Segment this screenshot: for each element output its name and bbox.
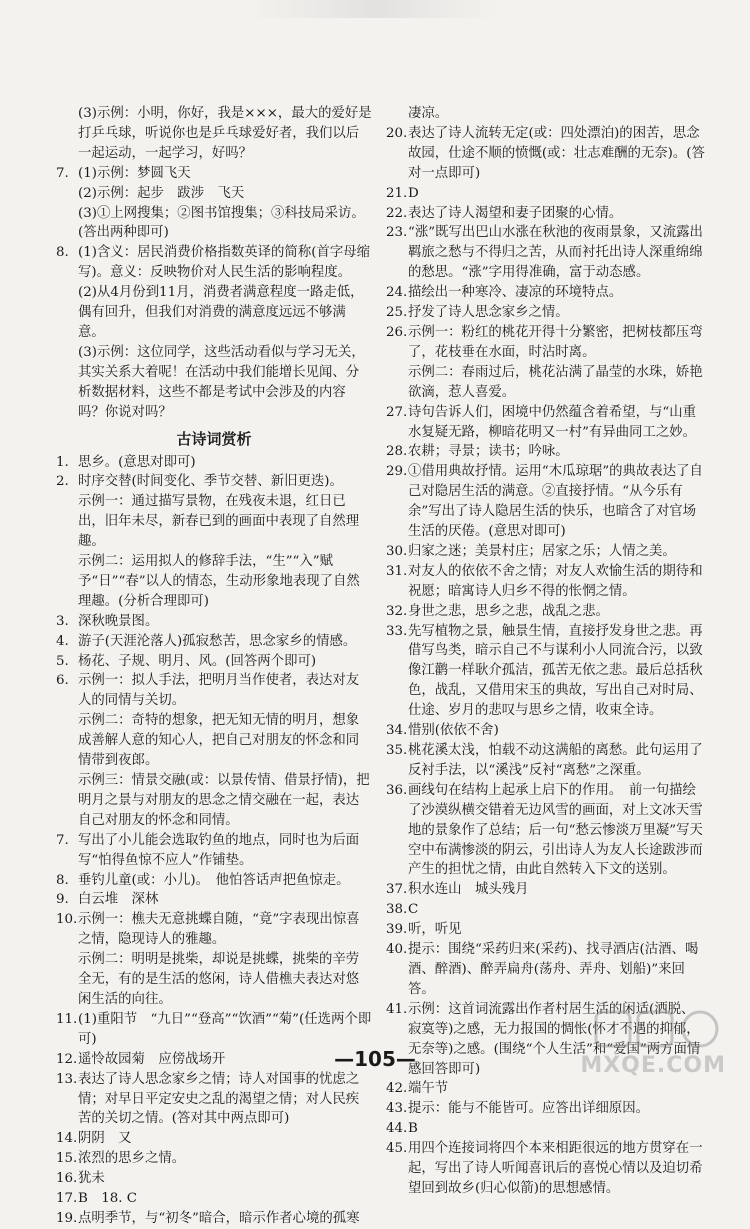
answer-text: 深秋晚景图。 (78, 613, 159, 629)
item-number: 22. (386, 205, 408, 221)
answer-item (56, 1209, 372, 1229)
answer-item (56, 343, 372, 423)
item-number: 41. (386, 1001, 408, 1017)
answer-text: 示例二：奇特的想象，把无知无情的明月，想象成善解人意的知心人，把自己对朋友的怀念和同情带到夜郎。 (78, 713, 360, 769)
answer-item (56, 204, 372, 244)
item-number: 12. (56, 1051, 78, 1067)
answer-text: 示例一：拟人手法，把明月当作使者，表达对友人的同情与关切。 (78, 673, 360, 709)
item-number: 3. (56, 613, 69, 629)
item-number: 1. (56, 454, 69, 470)
item-number: 21. (386, 185, 408, 201)
answer-text: 示例二：春雨过后，桃花沾满了晶莹的水珠，娇艳欲滴，惹人喜爱。 (408, 364, 703, 400)
answer-text: 表达了诗人思念家乡之情；诗人对国事的忧虑之情；对早日平定安史之乱的渴望之情；对人民疾苦的关切之情。(答对其中两点即可) (78, 1071, 360, 1127)
watermark-logo (580, 1006, 732, 1078)
answer-text: 写出了小儿能会选取钓鱼的地点，同时也为后面写“怕得鱼惊不应人”作铺垫。 (78, 832, 360, 868)
answer-item (386, 223, 706, 283)
item-number: 34. (386, 723, 408, 739)
answer-text: D (408, 185, 419, 201)
answer-text: (1)示例：梦圆飞天 (78, 165, 191, 181)
answer-text: 诗句告诉人们，困境中仍然蕴含着希望，与“山重水复疑无路，柳暗花明又一村”有异曲同工之妙。 (408, 404, 697, 440)
scan-artifact (250, 0, 500, 18)
item-number: 35. (386, 743, 408, 758)
item-number: 44. (386, 1121, 408, 1137)
item-number: 38. (386, 902, 408, 918)
item-number: 5. (56, 653, 69, 669)
item-number: 9. (56, 892, 69, 908)
item-number: 39. (386, 922, 408, 938)
answer-item (386, 741, 706, 781)
item-number: 7. (56, 832, 69, 848)
answer-item (386, 442, 706, 462)
answer-text: “涨”既写出巴山水涨在秋池的夜雨景象，又流露出羁旅之愁与不得归之苦，从而衬托出诗人深重绵绵的愁思。“涨”字用得准确，富于动态感。 (408, 225, 703, 281)
answer-item (386, 462, 706, 542)
answer-text: 先写植物之景，触景生情，直接抒发身世之悲。再借写鸟类，暗示自己不与谋利小人同流合污，以致像江鹳一样耿介孤洁，孤苦无依之悲。最后总括秋色，战乱，又借用宋玉的典故，写出自己对时局、仕途、岁月的悲叹与思乡之情，收束全诗。 (408, 623, 703, 719)
answer-item (386, 104, 706, 124)
answer-text: C (408, 902, 419, 918)
answer-text: 桃花溪太浅，怕载不动这满船的离愁。此句运用了反衬手法，以“溪浅”反衬“离愁”之深重。 (408, 743, 703, 778)
item-number: 17. (56, 1191, 78, 1207)
answer-item (386, 323, 706, 363)
answer-item (56, 552, 372, 612)
answer-item (386, 781, 706, 881)
item-number: 13. (56, 1071, 78, 1087)
answer-text: B 18. C (78, 1191, 138, 1207)
answer-text: (3)示例：小明，你好，我是×××，最大的爱好是打乒乓球，听说你也是乒乓球爱好者，我们以后一起运动，一起学习，好吗？ (78, 106, 372, 161)
answer-text: 杨花、子规、明月、风。(回答两个即可) (78, 653, 317, 669)
answer-text: 用四个连接词将四个本来相距很远的地方贯穿在一起，写出了诗人听闻喜讯后的喜悦心情以及迫切希望回到故乡(归心似箭)的思想感情。 (408, 1141, 703, 1196)
answer-item (386, 1099, 706, 1119)
answer-text: 思乡。(意思对即可) (78, 454, 196, 470)
answer-text: B (408, 1121, 418, 1137)
answer-item (386, 283, 706, 303)
answer-text: (2)从4月份到11月，消费者满意程度一路走低，偶有回升，但我们对消费的满意度远远不够满意。 (78, 285, 364, 340)
answer-text: 示例一：通过描写景物，在残夜未退，红日已出，旧年未尽，新春已到的画面中表现了自然理趣。 (78, 494, 360, 550)
answer-item (56, 871, 372, 891)
answer-text: 凄凉。 (408, 106, 449, 121)
item-number: 8. (56, 872, 69, 888)
answer-text: 示例一：粉红的桃花开得十分繁密，把树枝都压弯了，花枝垂在水面，时沾时离。 (408, 324, 703, 360)
answer-item (56, 492, 372, 552)
answer-item (56, 771, 372, 831)
answer-item (56, 283, 372, 343)
left-column (56, 104, 372, 1226)
item-number: 32. (386, 603, 408, 619)
answer-text: 浓烈的思乡之情。 (78, 1151, 186, 1167)
item-number: 14. (56, 1131, 78, 1147)
answer-text: 时序交替(时间变化、季节交替、新旧更迭)。 (78, 474, 343, 490)
answer-text: 对友人的依依不舍之情；对友人欢愉生活的期待和祝愿；暗寓诗人归乡不得的怅惘之情。 (408, 563, 703, 599)
watermark-icon (592, 1006, 732, 1056)
answer-item (56, 1149, 372, 1169)
answer-item (386, 204, 706, 224)
answer-item (386, 900, 706, 920)
answer-text: 示例二：运用拟人的修辞手法，“生”“入”赋予“日”“春”以人的情态，生动形象地表现了自然理趣。(分析合理即可) (78, 554, 360, 609)
item-number: 19. (56, 1210, 78, 1226)
answer-item (56, 243, 372, 283)
answer-item (56, 890, 372, 910)
answer-text: 提示：能与不能皆可。应答出详细原因。 (408, 1101, 650, 1117)
item-number: 42. (386, 1081, 408, 1097)
answer-text: 端午节 (408, 1081, 449, 1097)
answer-text: ①借用典故抒情。运用“木瓜琼琚”的典故表达了自己对隐居生活的满意。②直接抒情。“从今乐有余”写出了诗人隐居生活的快乐，也暗含了对官场生活的厌倦。(意思对即可) (408, 464, 703, 540)
answer-item (386, 124, 706, 184)
answer-item (56, 164, 372, 184)
answer-text: (3)示例：这位同学，这些活动看似与学习无关，其实关系大着呢！在活动中我们能增长见闻、分析数据材料，这些不都是考试中会涉及的内容吗？你说对吗？ (78, 344, 365, 420)
item-number: 43. (386, 1101, 408, 1117)
answer-text: (2)示例：起步 跋涉 飞天 (78, 185, 245, 201)
item-number: 6. (56, 673, 69, 689)
section-title: 古诗词赏析 (176, 429, 252, 448)
answer-item (56, 671, 372, 711)
answer-text: 抒发了诗人思念家乡之情。 (408, 305, 569, 321)
answer-text: 提示：围绕“采药归来(采药)、找寻酒店(沽酒、喝酒、醉酒)、醉弄扁舟(荡舟、弄舟、划船)”来回答。 (408, 942, 699, 997)
answer-item (386, 602, 706, 622)
item-number: 30. (386, 543, 408, 559)
answer-text: 示例二：明明是挑柴，却说是挑蝶，挑柴的辛劳全无，有的是生活的悠闲，诗人借樵夫表达对悠闲生活的向往。 (78, 952, 360, 1007)
answer-text: 惜别(依依不舍) (408, 723, 499, 739)
item-number: 33. (386, 623, 408, 639)
answer-item (56, 950, 372, 1010)
answer-text: 画线句在结构上起承上启下的作用。 前一句描绘了沙漠纵横交错着无边风雪的画面，对上文冰天雪地的景象作了总结；后一句“愁云惨淡万里凝”写天空中布满惨淡的阴云，引出诗人为友人长途跋涉而产生的担忧之情，由此自然转入下文的送别。 (408, 782, 703, 878)
answer-item (56, 1010, 372, 1050)
answer-item (386, 920, 706, 940)
item-number: 10. (56, 912, 78, 928)
answer-item (56, 1189, 372, 1209)
item-number: 2. (56, 474, 69, 490)
answer-item (56, 652, 372, 672)
answer-text: 表达了诗人渴望和妻子团聚的心情。 (408, 205, 623, 221)
answer-text: 积水连山 城头残月 (408, 882, 529, 898)
answer-item (56, 831, 372, 871)
answer-text: 游子(天涯沦落人)孤寂愁苦，思念家乡的情感。 (78, 633, 357, 649)
answer-text: 示例一：樵夫无意挑蝶自随，“竟”字表现出惊喜之情，隐现诗人的雅趣。 (78, 912, 360, 948)
answer-item (386, 721, 706, 741)
item-number: 23. (386, 225, 408, 241)
watermark-text: MXQE.COM (580, 1053, 726, 1078)
answer-text: 示例三：情景交融(或：以景传情、借景抒情)，把明月之景与对朋友的思念之情交融在一起，表达自己对朋友的怀念和同情。 (78, 773, 370, 828)
answer-text: 垂钓儿童(或：小儿)。 他怕答话声把鱼惊走。 (78, 872, 350, 888)
item-number: 40. (386, 942, 408, 958)
answer-item (386, 1079, 706, 1099)
answer-item (386, 1119, 706, 1139)
answer-item (386, 1139, 706, 1199)
item-number: 8. (56, 245, 69, 261)
answer-item (386, 184, 706, 204)
answer-item (386, 303, 706, 323)
answer-item (56, 453, 372, 473)
answer-text: 示例：这首词流露出作者村居生活的闲适(洒脱、寂寞等)之感，无力报国的惆怅(怀才不遇的抑郁，无奈等)之感。(围绕“个人生活”和“爱国”两方面情感回答即可) (408, 1001, 701, 1077)
answer-item (386, 562, 706, 602)
item-number: 36. (386, 782, 408, 798)
answer-item (56, 1129, 372, 1149)
answer-text: 描绘出一种寒冷、凄凉的环境特点。 (408, 285, 623, 301)
answer-text: 白云堆 深林 (78, 892, 159, 908)
answer-text: 身世之悲，思乡之悲，战乱之悲。 (408, 603, 609, 619)
item-number: 11. (56, 1011, 78, 1027)
answer-item (386, 403, 706, 443)
answer-item (386, 363, 706, 403)
answer-item (56, 1070, 372, 1130)
item-number: 26. (386, 324, 408, 340)
answer-item (386, 542, 706, 562)
answer-item (56, 184, 372, 204)
answer-text: (1)含义：居民消费价格指数英译的简称(首字母缩写)。意义：反映物价对人民生活的影响程度。 (78, 245, 371, 281)
answer-item (56, 104, 372, 164)
answer-item (56, 711, 372, 771)
answer-text: (3)①上网搜集；②图书馆搜集；③科技局采访。(答出两种即可) (78, 205, 365, 241)
item-number: 20. (386, 125, 408, 141)
answer-text: 阴阴 又 (78, 1131, 132, 1147)
answer-item (56, 612, 372, 632)
item-number: 45. (386, 1141, 408, 1157)
item-number: 24. (386, 285, 408, 301)
answer-text: 归家之迷；美景村庄；居家之乐；人情之美。 (408, 543, 676, 559)
item-number: 15. (56, 1151, 78, 1167)
answer-item (56, 1169, 372, 1189)
answer-item (56, 632, 372, 652)
item-number: 7. (56, 165, 69, 181)
item-number: 25. (386, 305, 408, 321)
answer-item (386, 622, 706, 722)
answer-text: 农耕；寻景；读书；吟咏。 (408, 444, 569, 460)
answer-item (56, 910, 372, 950)
answer-item (386, 940, 706, 1000)
answer-item (56, 472, 372, 492)
answer-text: 遥怜故园菊 应傍战场开 (78, 1051, 226, 1067)
item-number: 31. (386, 563, 408, 579)
item-number: 28. (386, 444, 408, 460)
answer-text: (1)重阳节 “九日”“登高”“饮酒”“菊”(任选两个即可) (78, 1011, 372, 1047)
item-number: 29. (386, 464, 408, 480)
answer-text: 犹未 (78, 1171, 105, 1187)
item-number: 4. (56, 633, 69, 649)
page-number: —105— (334, 1047, 416, 1071)
item-number: 16. (56, 1171, 78, 1187)
answer-text: 听，听见 (408, 922, 462, 938)
answer-text: 表达了诗人流转无定(或：四处漂泊)的困苦，思念故园，仕途不顺的愤慨(或：壮志难酬的无奈)。(答对一点即可) (408, 125, 705, 181)
answer-item (386, 880, 706, 900)
item-number: 37. (386, 882, 408, 898)
item-number: 27. (386, 404, 408, 420)
answer-text: 点明季节，与“初冬”暗合，暗示作者心境的孤寒 (78, 1210, 360, 1226)
